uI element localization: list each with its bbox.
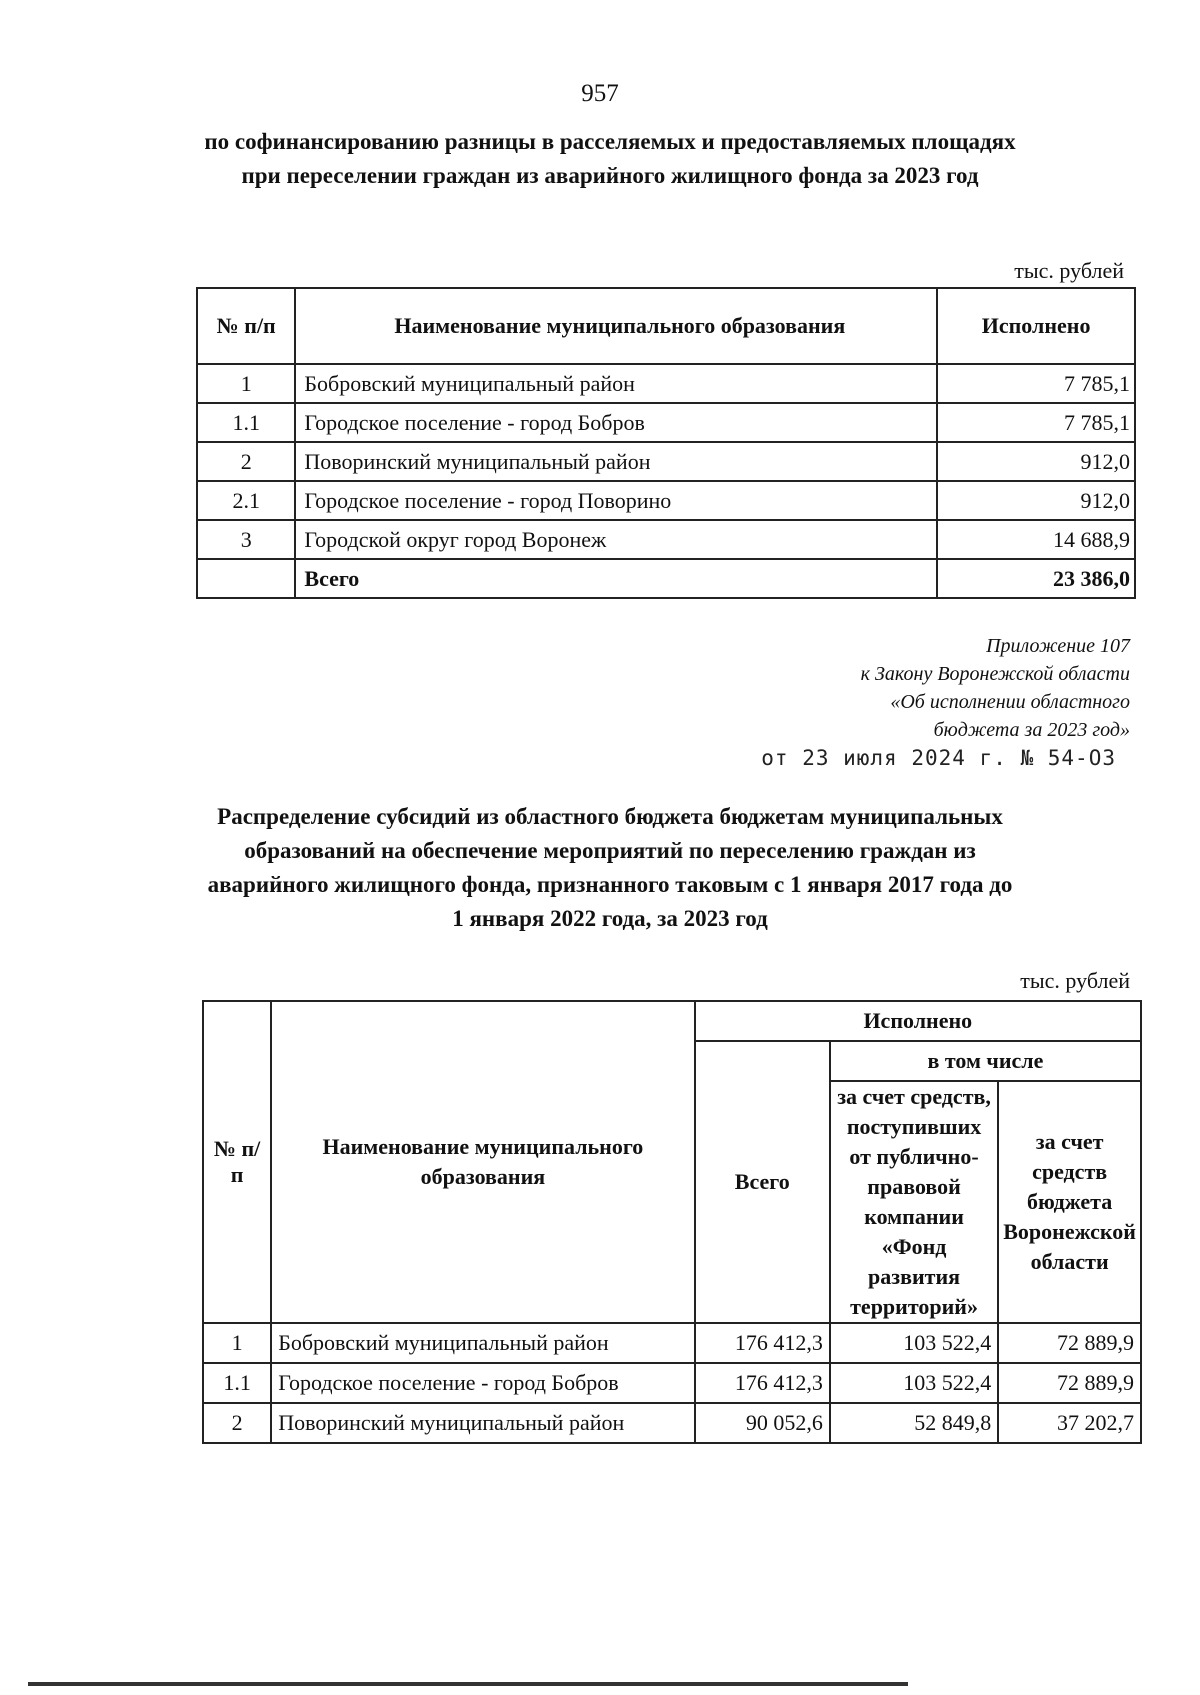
row-regional: 72 889,9 xyxy=(998,1363,1141,1403)
row-value: 7 785,1 xyxy=(937,364,1135,403)
row-regional: 37 202,7 xyxy=(998,1403,1141,1443)
row-num: 2 xyxy=(203,1403,271,1443)
header-done: Исполнено xyxy=(695,1001,1141,1041)
section1-table xyxy=(196,287,1136,599)
row-num: 3 xyxy=(197,520,295,559)
total-label: Всего xyxy=(295,559,937,598)
header-regional: за счет средств бюджета Воронежской области xyxy=(998,1081,1141,1323)
row-name: Городское поселение - город Бобров xyxy=(271,1363,694,1403)
table-row xyxy=(203,1323,1141,1363)
header-name: Наименование муниципального образования xyxy=(295,288,937,364)
section2-table xyxy=(202,1000,1142,1444)
total-num xyxy=(197,559,295,598)
appendix-line: «Об исполнении областного xyxy=(890,691,1130,713)
row-name: Городское поселение - город Бобров xyxy=(295,403,937,442)
table-header-row xyxy=(197,288,1135,364)
header-total: Всего xyxy=(695,1041,830,1323)
section2-units: тыс. рублей xyxy=(1020,968,1130,993)
row-value: 912,0 xyxy=(937,442,1135,481)
table-row xyxy=(197,520,1135,559)
bottom-rule xyxy=(28,1682,908,1686)
table-row xyxy=(203,1363,1141,1403)
header-including: в том числе xyxy=(830,1041,1141,1081)
table-row xyxy=(197,364,1135,403)
row-total: 176 412,3 xyxy=(695,1323,830,1363)
table-row xyxy=(203,1403,1141,1443)
row-total: 90 052,6 xyxy=(695,1403,830,1443)
appendix-line: Приложение 107 xyxy=(986,635,1130,657)
table-header-row xyxy=(203,1001,1141,1041)
row-name: Поворинский муниципальный район xyxy=(295,442,937,481)
table-row xyxy=(197,403,1135,442)
appendix-note xyxy=(630,632,1130,744)
table-total-row xyxy=(197,559,1135,598)
row-num: 1.1 xyxy=(197,403,295,442)
row-name: Бобровский муниципальный район xyxy=(295,364,937,403)
row-num: 1.1 xyxy=(203,1363,271,1403)
section1-title: по софинансированию разницы в расселяемых и предоставляемых площадях при переселении граждан из аварийного жилищного фонда за 2023 год xyxy=(204,129,1016,188)
header-num: № п/п xyxy=(197,288,295,364)
row-total: 176 412,3 xyxy=(695,1363,830,1403)
header-name: Наименование муниципального образования xyxy=(271,1001,694,1323)
table-row xyxy=(197,481,1135,520)
row-value: 912,0 xyxy=(937,481,1135,520)
row-num: 1 xyxy=(197,364,295,403)
section2-title: Распределение субсидий из областного бюджета бюджетам муниципальных образований на обеспечение мероприятий по переселению граждан из аварийного жилищного фонда, признанного таковым с 1 января 2017 года до 1 января 2022 года, за 2023 год xyxy=(207,804,1013,931)
row-num: 2 xyxy=(197,442,295,481)
total-value: 23 386,0 xyxy=(937,559,1135,598)
section1-units: тыс. рублей xyxy=(1014,258,1124,283)
appendix-line: бюджета за 2023 год» xyxy=(933,719,1130,741)
row-num: 2.1 xyxy=(197,481,295,520)
row-name: Городское поселение - город Поворино xyxy=(295,481,937,520)
row-value: 7 785,1 xyxy=(937,403,1135,442)
row-name: Бобровский муниципальный район xyxy=(271,1323,694,1363)
law-date-stamp: от 23 июля 2024 г. № 54-ОЗ xyxy=(761,746,1116,770)
appendix-line: к Закону Воронежской области xyxy=(860,663,1130,685)
header-num: № п/п xyxy=(203,1001,271,1323)
row-name: Городской округ город Воронеж xyxy=(295,520,937,559)
row-regional: 72 889,9 xyxy=(998,1323,1141,1363)
header-done: Исполнено xyxy=(937,288,1135,364)
row-num: 1 xyxy=(203,1323,271,1363)
row-value: 14 688,9 xyxy=(937,520,1135,559)
row-fund: 103 522,4 xyxy=(830,1323,998,1363)
row-fund: 103 522,4 xyxy=(830,1363,998,1403)
header-fund: за счет средств, поступивших от публично-правовой компании «Фонд развития территорий» xyxy=(830,1081,998,1323)
row-name: Поворинский муниципальный район xyxy=(271,1403,694,1443)
page-number: 957 xyxy=(581,80,619,107)
row-fund: 52 849,8 xyxy=(830,1403,998,1443)
table-row xyxy=(197,442,1135,481)
